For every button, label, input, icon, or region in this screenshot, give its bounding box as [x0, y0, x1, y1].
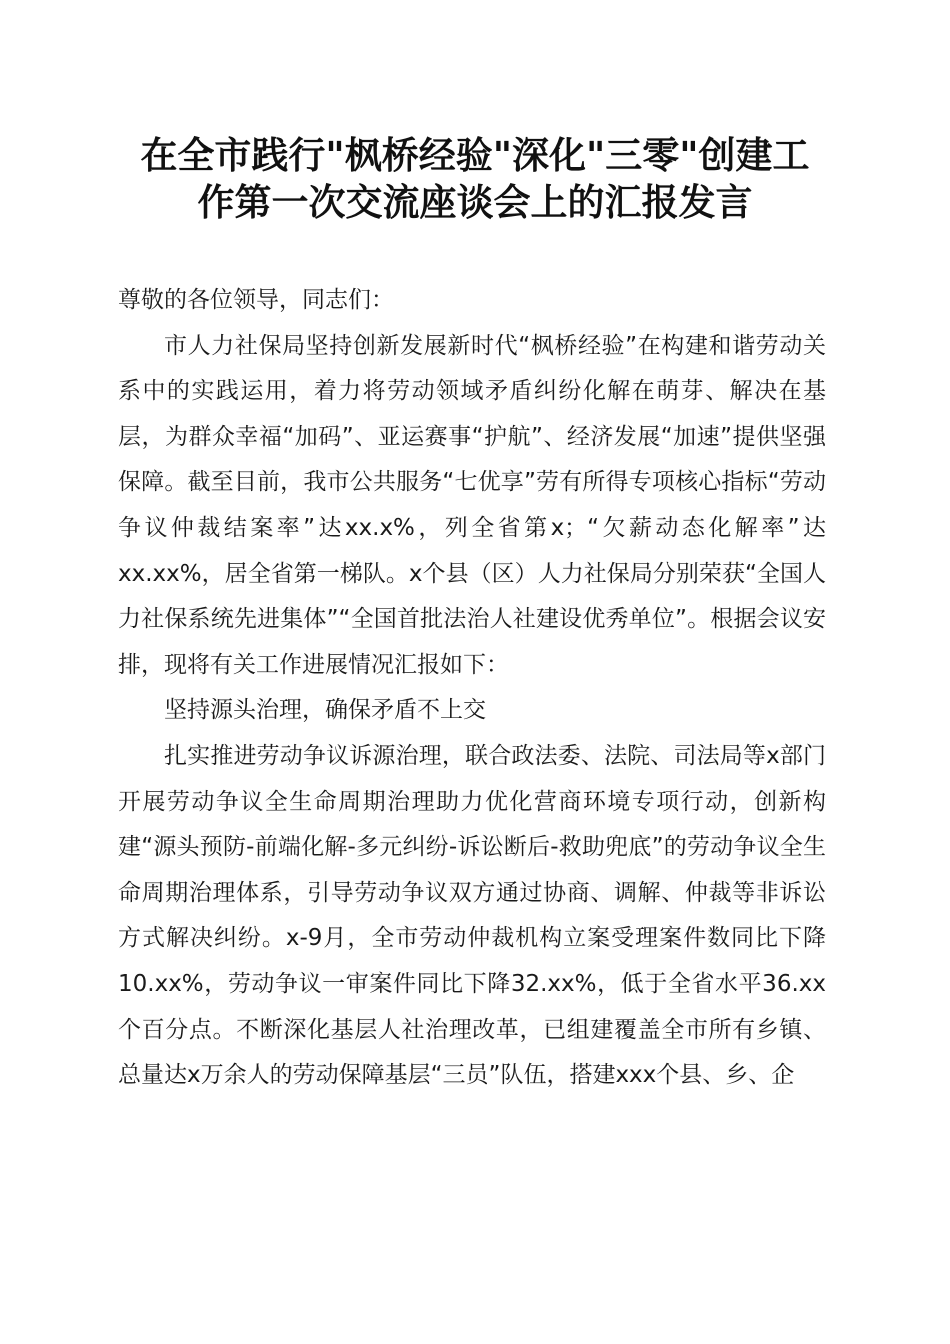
paragraph-intro: 市人力社保局坚持创新发展新时代“枫桥经验”在构建和谐劳动关系中的实践运用，着力将劳动领域矛盾纠纷化解在萌芽、解决在基层，为群众幸福“加码”、亚运赛事“护航”、经济发展“加速”提供坚强保障。截至目前，我市公共服务“七优享”劳有所得专项核心指标“劳动争议仲裁结案率”达xx.x%，列全省第x；“欠薪动态化解率”达xx.xx%，居全省第一梯队。x个县（区）人力社保局分别荣获“全国人力社保系统先进集体”“全国首批法治人社建设优秀单位”。根据会议安排，现将有关工作进展情况汇报如下： [118, 332, 826, 678]
document-body [118, 278, 826, 1099]
paragraph-source-governance: 扎实推进劳动争议诉源治理，联合政法委、法院、司法局等x部门开展劳动争议全生命周期治理助力优化营商环境专项行动，创新构建“源头预防-前端化解-多元纠纷-诉讼断后-救助兜底”的劳动争议全生命周期治理体系，引导劳动争议双方通过协商、调解、仲裁等非诉讼方式解决纠纷。x-9月，全市劳动仲裁机构立案受理案件数同比下降10.xx%，劳动争议一审案件同比下降32.xx%，低于全省水平36.xx个百分点。不断深化基层人社治理改革，已组建覆盖全市所有乡镇、总量达x万余人的劳动保障基层“三员”队伍，搭建xxx个县、乡、企 [118, 742, 826, 1089]
section-heading: 坚持源头治理，确保矛盾不上交 [164, 697, 486, 724]
title-line-1: 在全市践行"枫桥经验"深化"三零"创建工 [140, 133, 810, 177]
salutation: 尊敬的各位领导，同志们： [118, 287, 394, 313]
title-line-2: 作第一次交流座谈会上的汇报发言 [197, 180, 753, 224]
document-title [100, 132, 850, 226]
